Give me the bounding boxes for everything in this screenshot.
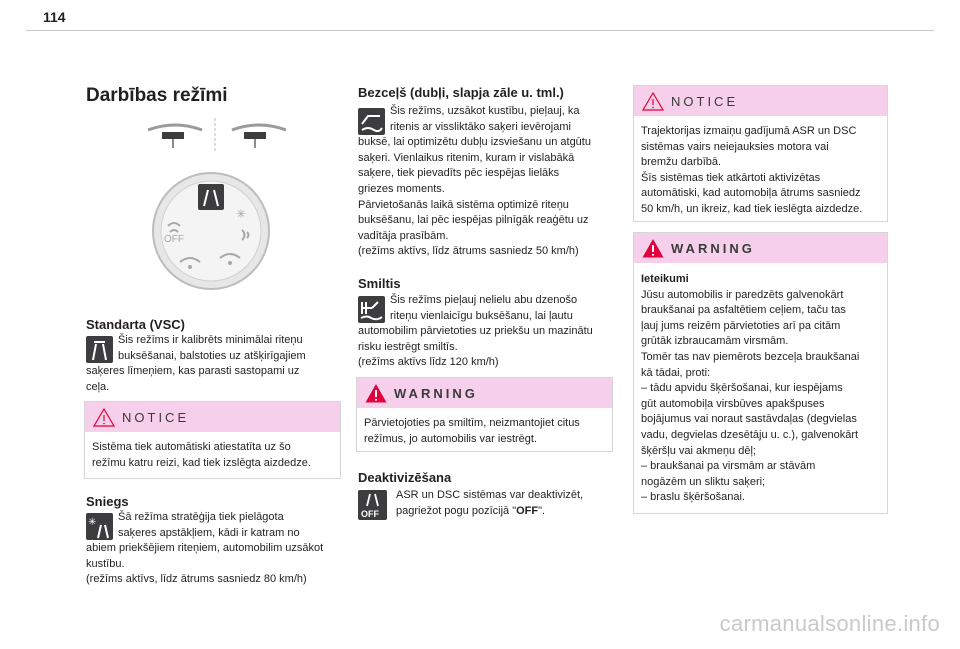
snow-heading: Sniegs — [86, 494, 129, 509]
mud-heading: Bezceļš (dubļi, slapja zāle u. tml.) — [358, 85, 564, 100]
text-line: šķēršļu vai akmeņu dēļ; — [641, 444, 756, 457]
dial-off-label: OFF — [164, 234, 184, 245]
text-line: Jūsu automobilis ir paredzēts galvenokārt — [641, 288, 844, 301]
text-line: ASR un DSC sistēmas var deaktivizēt, — [396, 489, 584, 501]
page-number: 114 — [43, 9, 66, 25]
deactivation-heading: Deaktivizēšana — [358, 470, 452, 485]
text-line: Pārvietojoties pa smiltīm, neizmantojiet citus — [364, 417, 580, 429]
off-mode-icon — [358, 490, 387, 520]
warning-title: WARNING — [671, 241, 755, 256]
text-line: gūt automobiļa virsbūves apakšpuses — [641, 397, 825, 410]
notice-header — [634, 86, 887, 116]
text-line: automātiski, kad automobiļa ātrums sasniedz — [641, 187, 861, 200]
deactivation-text — [396, 488, 583, 519]
text-line: Šā režīma stratēģija tiek pielāgota — [118, 511, 284, 523]
notice-text — [641, 124, 862, 218]
text-line: (režīms aktīvs līdz 120 km/h) — [358, 356, 499, 369]
text-line: – braukšanai pa virsmām ar stāvām — [641, 460, 816, 473]
text-fragment: ". — [538, 504, 546, 517]
text-line: (režīms aktīvs, līdz ātrums sasniedz 50 km/h) — [358, 245, 579, 258]
text-line: kā tādai, proti: — [641, 366, 711, 379]
text-line: Šīs sistēmas tiek atkārtoti aktivizētas — [641, 171, 821, 184]
notice-header — [85, 402, 340, 432]
text-line: saķeres apstākļiem, kādi ir katram no — [118, 526, 300, 539]
text-line: (režīms aktīvs, līdz ātrums sasniedz 80 km/h) — [86, 573, 307, 586]
text-line: Tomēr tas nav piemērots bezceļa braukšanai — [641, 350, 860, 363]
text-line: nogāzēm un sliktu saķeri; — [641, 475, 766, 488]
off-icon-label: OFF — [361, 509, 379, 519]
text-line: bremžu darbībā. — [641, 156, 722, 169]
text-fragment: pagriežot pogu pozīcijā " — [396, 504, 517, 517]
notice-box-standard — [84, 401, 341, 479]
text-line: Šis režīms ir kalibrēts minimālai riteņu — [118, 334, 303, 346]
text-line: saķere, tiek pievadīts pēc iespējas lielāks — [358, 167, 560, 180]
svg-text:✳: ✳ — [88, 517, 97, 528]
snow-text — [86, 510, 351, 588]
warning-text — [641, 272, 859, 506]
section-title: Darbības režīmi — [86, 85, 228, 106]
sand-heading: Smiltis — [358, 276, 401, 291]
text-line: kustību. — [86, 557, 125, 570]
text-line: automobilim pārvietoties uz priekšu un mazinātu — [358, 325, 593, 338]
text-line: griezes moments. — [358, 182, 445, 195]
text-line: 50 km/h, un ikreiz, kad tiek ieslēgta aizdedze. — [641, 202, 863, 215]
text-line: Trajektorijas izmaiņu gadījumā ASR un DSC — [641, 125, 857, 137]
warning-box-sand — [356, 377, 613, 452]
text-line: saķeres līmeņiem, kas parasti sastopami uz — [86, 365, 300, 378]
text-line: ļauj jums reizēm pārvietoties arī pa citām — [641, 319, 841, 332]
grip-control-dial — [150, 170, 272, 292]
text-line: riteņu vienlaicīgu buksēšanu, lai ļautu — [390, 309, 573, 322]
warning-header — [634, 233, 887, 263]
off-keyword: OFF — [516, 504, 539, 517]
text-line: buksēšanai, balstoties uz atšķirīgajiem — [118, 349, 306, 362]
warning-title: WARNING — [394, 386, 478, 401]
text-line: buksē, lai optimizētu dubļu izsviešanu un atgūtu — [358, 136, 591, 149]
warning-triangle-icon — [365, 383, 387, 403]
text-line: bojājumus vai noraut sastāvdaļas (degvielas — [641, 413, 857, 426]
warning-header — [357, 378, 612, 408]
notice-title: NOTICE — [122, 410, 190, 425]
text-line: sistēmas vairs neiejauksies motora vai — [641, 140, 829, 153]
text-line: vadu, degvielas dzesētāju u. c.), galvenokārt — [641, 428, 859, 441]
warning-triangle-icon — [642, 238, 664, 258]
text-line: vadītāja prasībām. — [358, 229, 449, 242]
notice-triangle-icon — [642, 91, 664, 111]
warning-text — [364, 416, 580, 447]
text-line: – braslu šķēršošanai. — [641, 491, 745, 504]
standard-text — [86, 333, 351, 395]
watermark: carmanualsonline.info — [719, 611, 940, 636]
steering-wheel-illustration — [140, 114, 300, 154]
text-line: režīmu katru reizi, kad tiek izslēgta aizdedze. — [92, 456, 311, 469]
notice-title: NOTICE — [671, 94, 739, 109]
header-rule — [26, 30, 934, 31]
advice-subheading: Ieteikumi — [641, 273, 689, 285]
text-line: režīmus, jo automobilis var iestrēgt. — [364, 432, 538, 445]
mud-text — [358, 104, 623, 260]
notice-triangle-icon — [93, 407, 115, 427]
text-line: braukšanai pa asfaltētiem ceļiem, taču tas — [641, 304, 846, 317]
text-line: ritenis ar vissliktāko saķeri ievērojami — [390, 120, 571, 133]
text-line: grūtāk izbraucamām virsmām. — [641, 335, 789, 348]
text-line: abiem priekšējiem riteņiem, automobilim uzsākot — [86, 542, 324, 555]
text-line: risku iestrēgt smiltīs. — [358, 340, 458, 353]
text-line: ceļa. — [86, 380, 110, 393]
svg-text:✳: ✳ — [236, 207, 247, 221]
text-line: Pārvietošanās laikā sistēma optimizē riteņu — [358, 198, 569, 211]
sand-text — [358, 293, 623, 371]
text-line: Šis režīms, uzsākot kustību, pieļauj, ka — [390, 105, 580, 117]
warning-box-advice — [633, 232, 888, 514]
text-line: saķeri. Vienlaikus ritenim, kuram ir vislabākā — [358, 151, 575, 164]
standard-heading: Standarta (VSC) — [86, 317, 185, 332]
text-line: Sistēma tiek automātiski atiestatīta uz šo — [92, 441, 291, 453]
notice-text — [92, 440, 311, 471]
text-line — [396, 504, 583, 520]
text-line: Šis režīms pieļauj nelielu abu dzenošo — [390, 294, 578, 306]
text-line: buksēšanu, lai pēc iespējas pilnīgāk reaģētu uz — [358, 214, 589, 227]
text-line: – tādu apvidu šķēršošanai, kur iespējams — [641, 382, 843, 395]
notice-box-trajectory — [633, 85, 888, 222]
